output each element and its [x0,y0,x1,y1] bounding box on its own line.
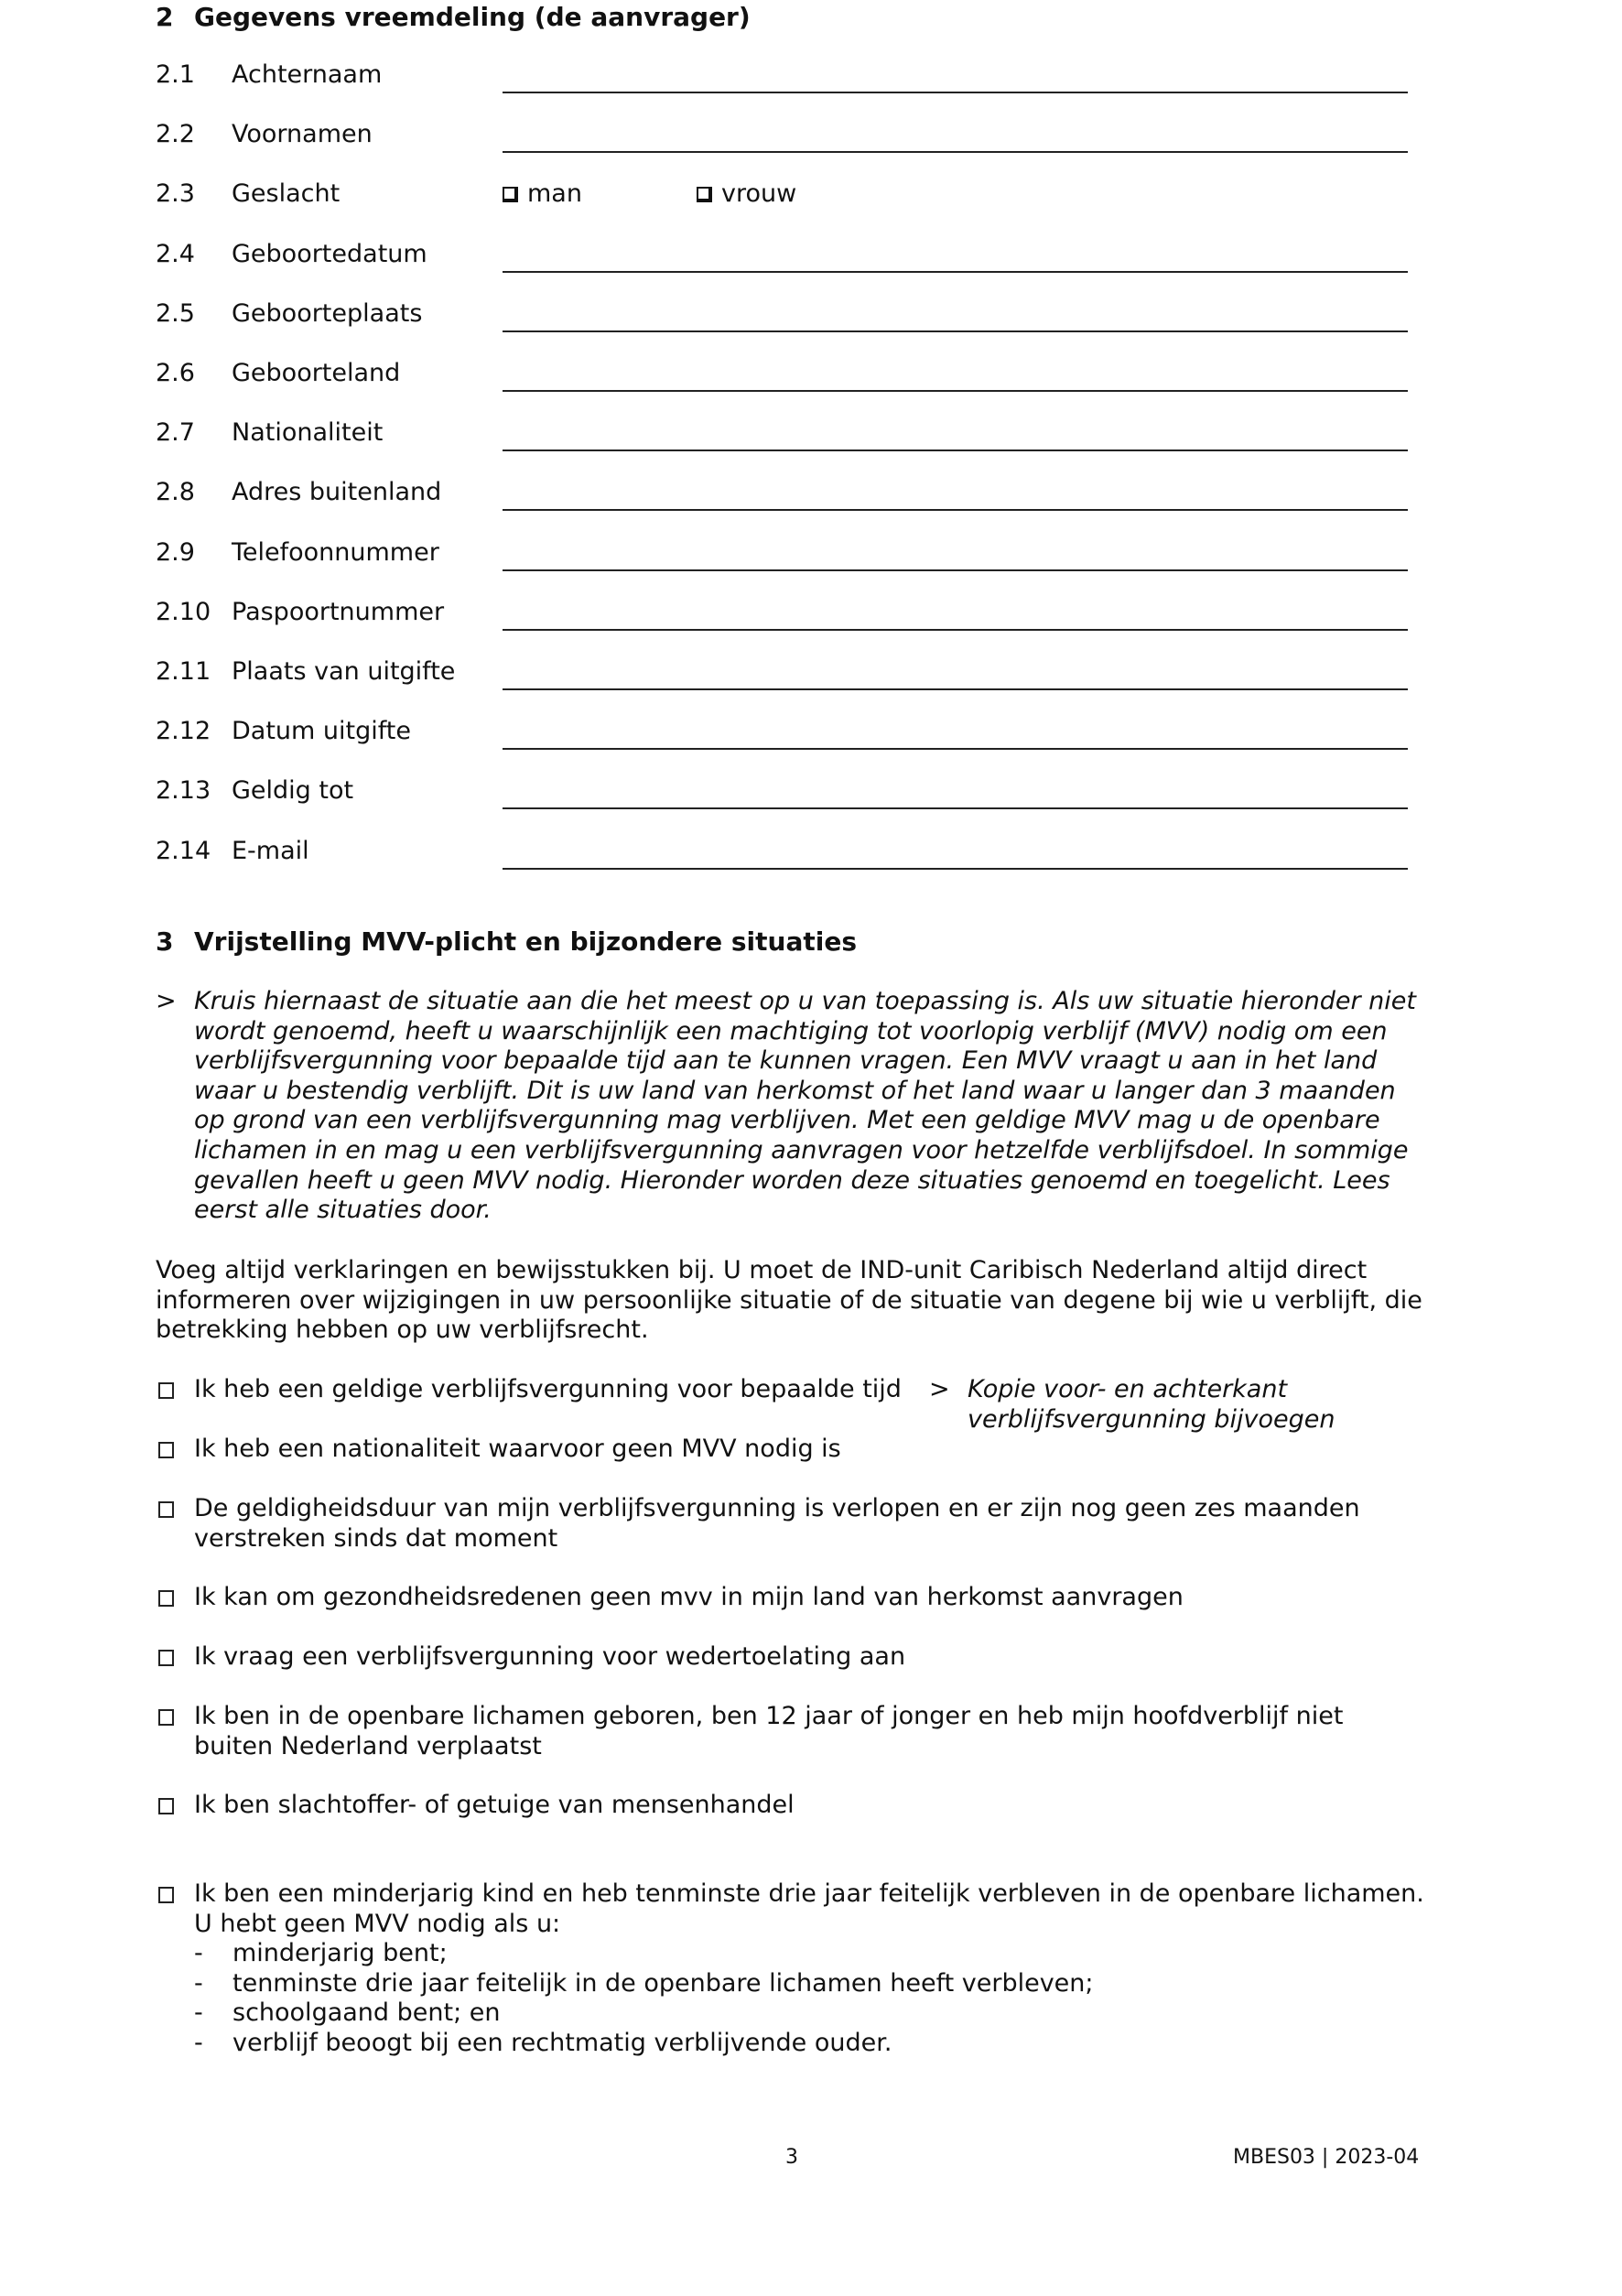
option-line: Ik ben in de openbare lichamen geboren, ben 12 jaar of jonger en heb mijn hoofdverblijf niet [194,1702,1344,1730]
field-label: Telefoonnummer [232,537,439,567]
option-text [194,1494,1455,1554]
e-mail-input-line[interactable] [503,868,1408,870]
arrow-marker-icon: > [929,1375,950,1403]
situation-option[interactable] [156,1702,1455,1761]
instructions-line: gevallen heeft u geen MVV nodig. Hieronder worden deze situaties genoemd en toegelicht. Lees [194,1165,1390,1195]
checkbox-icon[interactable] [697,187,712,202]
field-row [156,418,1419,455]
field-row [156,179,1419,216]
situation-option[interactable] [156,1494,1455,1554]
section-3-heading [156,926,857,957]
nationaliteit-input-line[interactable] [503,449,1408,451]
bullet-text: minderjarig bent; [232,1939,448,1968]
field-number: 2.8 [156,478,195,507]
telefoonnummer-input-line[interactable] [503,569,1408,571]
field-number: 2.14 [156,836,211,865]
instructions-line: wordt genoemd, heeft u waarschijnlijk een machtiging tot voorlopig verblijf (MVV) nodig om een [194,1016,1388,1045]
situation-option[interactable] [156,1791,1455,1821]
field-row [156,837,1419,873]
field-number: 2.2 [156,120,195,149]
option-line: U hebt geen MVV nodig als u: [194,1909,561,1938]
datum-uitgifte-input-line[interactable] [503,748,1408,750]
field-row [156,598,1419,634]
instructions-text [194,987,1455,1226]
field-label: Achternaam [232,60,383,89]
option-text [194,1642,1455,1673]
field-number: 2.10 [156,597,211,626]
field-number: 2.6 [156,359,195,387]
field-row [156,717,1419,753]
field-number: 2.13 [156,776,211,806]
geboorteplaats-input-line[interactable] [503,330,1408,332]
situation-option[interactable] [156,1435,1455,1465]
dash-bullet-icon: - [194,1998,203,2028]
condition-bullet [194,1998,1455,2029]
achternaam-input-line[interactable] [503,92,1408,93]
geboorteland-input-line[interactable] [503,390,1408,392]
option-1-note [929,1375,1352,1435]
note-line: verblijfsvergunning bijvoegen [968,1404,1335,1434]
field-label: Voornamen [232,120,373,149]
option-line: Ik heb een geldige verblijfsvergunning voor bepaalde tijd [194,1375,902,1403]
gender-option-label: man [527,179,582,209]
field-label: E-mail [232,836,309,865]
checkbox-icon[interactable] [158,1887,174,1903]
option-line: buiten Nederland verplaatst [194,1731,542,1760]
field-label: Datum uitgifte [232,717,411,746]
field-number: 2.5 [156,298,195,328]
dash-bullet-icon: - [194,1939,203,1968]
arrow-marker-icon: > [156,987,177,1015]
field-row [156,478,1419,514]
field-number: 2.3 [156,179,195,209]
note-line: Kopie voor- en achterkant [968,1375,1288,1403]
option-line: Ik vraag een verblijfsvergunning voor wedertoelating aan [194,1642,906,1671]
option-line: verstreken sinds dat moment [194,1523,558,1553]
field-label: Geboorteplaats [232,298,423,328]
checkbox-icon[interactable] [158,1650,174,1666]
bullet-text: tenminste drie jaar feitelijk in de openbare lichamen heeft verbleven; [232,1968,1094,1998]
page-number: 3 [785,2146,798,2169]
checkbox-icon[interactable] [158,1709,174,1726]
instructions-line: verblijfsvergunning voor bepaalde tijd aan te kunnen vragen. Een MVV vraagt u aan in het land [194,1046,1378,1076]
option-text [194,1435,1455,1465]
situation-option[interactable] [156,1642,1455,1673]
field-row [156,776,1419,813]
geldig-tot-input-line[interactable] [503,807,1408,809]
field-row [156,538,1419,575]
checkbox-icon[interactable] [503,187,518,202]
gender-option-vrouw[interactable] [697,179,796,208]
adres-buitenland-input-line[interactable] [503,509,1408,511]
condition-bullet [194,1969,1455,1999]
field-number: 2.11 [156,657,211,686]
option-text [194,1583,1455,1613]
field-row [156,657,1419,694]
field-row [156,299,1419,336]
instructions-line: lichamen in en mag u een verblijfsvergunning aanvragen voor hetzelfde verblijfsdoel. In sommige [194,1135,1409,1164]
field-row [156,60,1419,97]
form-code: MBES03 | 2023-04 [1233,2146,1420,2169]
field-number: 2.7 [156,418,195,448]
geboortedatum-input-line[interactable] [503,271,1408,273]
field-label: Plaats van uitgifte [232,657,456,686]
paspoortnummer-input-line[interactable] [503,629,1408,631]
field-row [156,120,1419,157]
note-text [968,1375,1352,1435]
gender-option-man[interactable] [503,179,582,208]
field-label: Geboorteland [232,359,401,387]
option-line: De geldigheidsduur van mijn verblijfsvergunning is verlopen en er zijn nog geen zes maanden [194,1494,1360,1522]
dash-bullet-icon: - [194,1968,203,1998]
option-text [194,1791,1455,1821]
section-3-instructions [156,987,1455,1226]
notice-line: Voeg altijd verklaringen en bewijsstukken bij. U moet de IND-unit Caribisch Nederland altijd direct [156,1256,1368,1284]
plaats-van-uitgifte-input-line[interactable] [503,688,1408,690]
field-label: Geslacht [232,179,341,209]
instructions-line: op grond van een verblijfsvergunning mag verblijven. Met een geldige MVV mag u de openbare [194,1106,1380,1135]
situation-option[interactable] [156,1879,1455,2059]
condition-bullet [194,1939,1455,1969]
option-text [194,1702,1455,1761]
instructions-line: Kruis hiernaast de situatie aan die het meest op u van toepassing is. Als uw situatie hieronder niet [194,987,1416,1015]
dash-bullet-icon: - [194,2028,203,2057]
section-3-title: Vrijstelling MVV-plicht en bijzondere situaties [194,926,857,957]
field-number: 2.4 [156,239,195,268]
field-label: Nationaliteit [232,418,384,448]
notice-paragraph [156,1256,1455,1346]
notice-line: betrekking hebben op uw verblijfsrecht. [156,1316,649,1345]
bullet-text: schoolgaand bent; en [232,1998,501,2028]
situation-option[interactable] [156,1583,1455,1613]
option-line: Ik heb een nationaliteit waarvoor geen MVV nodig is [194,1435,841,1463]
field-label: Geldig tot [232,776,354,806]
checkbox-icon[interactable] [158,1442,174,1458]
voornamen-input-line[interactable] [503,151,1408,153]
gender-option-label: vrouw [721,179,797,209]
section-2-title: Gegevens vreemdeling (de aanvrager) [194,2,751,32]
field-number: 2.9 [156,537,195,567]
field-number: 2.12 [156,717,211,746]
field-label: Geboortedatum [232,239,427,268]
field-label: Paspoortnummer [232,597,445,626]
checkbox-icon[interactable] [158,1798,174,1814]
checkbox-icon[interactable] [158,1382,174,1399]
checkbox-icon[interactable] [158,1590,174,1607]
field-row [156,240,1419,276]
section-2-number: 2 [156,2,174,32]
field-row [156,359,1419,395]
option-line: Ik ben een minderjarig kind en heb tenminste drie jaar feitelijk verbleven in de openbare lichamen. [194,1879,1424,1908]
option-line: Ik ben slachtoffer- of getuige van mensenhandel [194,1791,795,1819]
option-text [194,1879,1455,1939]
bullet-text: verblijf beoogt bij een rechtmatig verblijvende ouder. [232,2028,892,2057]
field-label: Adres buitenland [232,478,442,507]
instructions-line: eerst alle situaties door. [194,1196,492,1225]
condition-bullet [194,2029,1455,2059]
instructions-line: waar u bestendig verblijft. Dit is uw land van herkomst of het land waar u langer dan 3 maanden [194,1076,1396,1105]
section-3-number: 3 [156,926,174,957]
notice-line: informeren over wijzigingen in uw persoonlijke situatie of de situatie van degene bij wie u verblijft, die [156,1285,1422,1315]
checkbox-icon[interactable] [158,1501,174,1518]
field-number: 2.1 [156,60,195,89]
option-line: Ik kan om gezondheidsredenen geen mvv in mijn land van herkomst aanvragen [194,1583,1184,1611]
section-2-heading [156,2,751,32]
